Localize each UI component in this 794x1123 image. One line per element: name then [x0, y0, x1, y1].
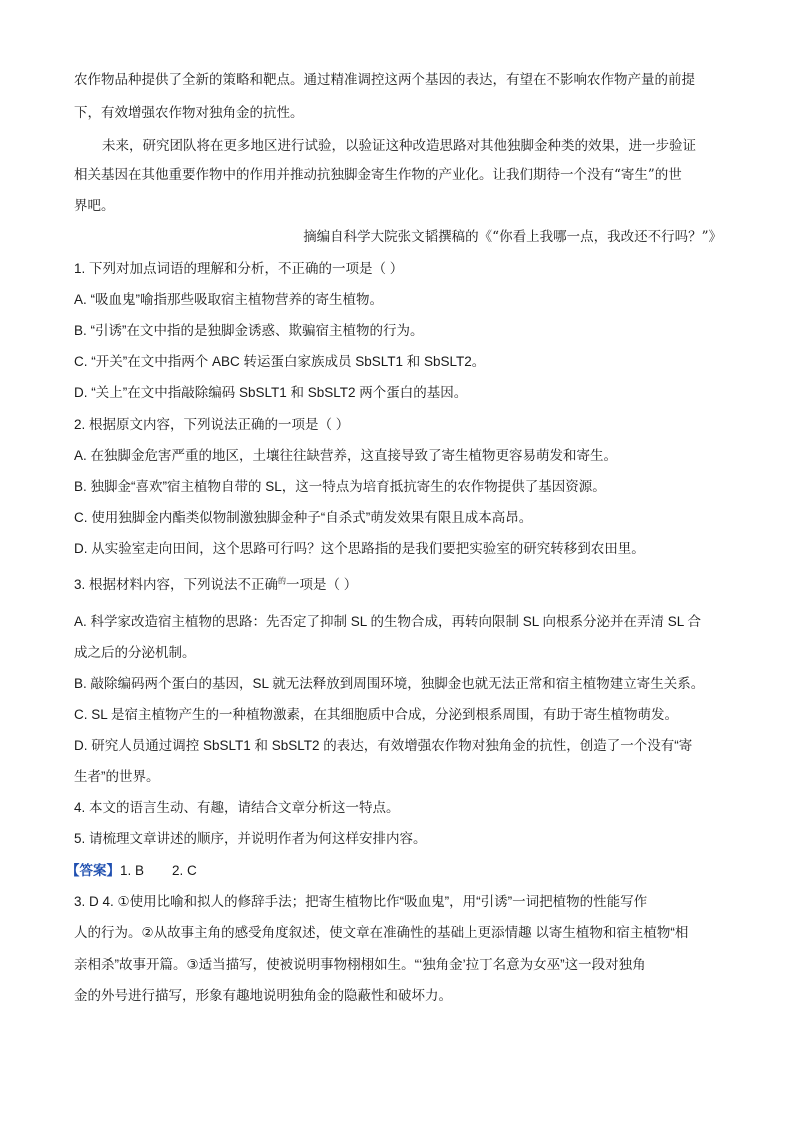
passage-p2-line3: 界吧。 [74, 198, 115, 214]
question-1-option-b: B. “引诱”在文中指的是独脚金诱惑、欺骗宿主植物的行为。 [74, 323, 424, 338]
question-3-stem [74, 573, 722, 593]
answer-line5: 金的外号进行描写，形象有趣地说明独角金的隐蔽性和破坏力。 [74, 988, 452, 1003]
answer-line4: 亲相杀”故事开篇。③适当描写，使被说明事物栩栩如生。“‘独角金’拉丁名意为女巫”这一段对独角 [74, 957, 646, 972]
passage-p1-line1: 农作物品种提供了全新的策略和靶点。通过精准调控这两个基因的表达，有望在不影响农作物产量的前提 [74, 72, 695, 88]
question-3-stem-part1: 3. 根据材料内容，下列说法不正确 [74, 577, 279, 592]
question-1-option-d: D. “关上”在文中指敲除编码 SbSLT1 和 SbSLT2 两个蛋白的基因。 [74, 385, 468, 400]
question-3-option-a: A. 科学家改造宿主植物的思路：先否定了抑制 SL 的生物合成，再转向限制 SL 向根系分泌并在弄清 SL 合 [74, 614, 702, 629]
question-3-stem-mark: 的 [278, 576, 287, 586]
question-3-option-d: D. 研究人员通过调控 SbSLT1 和 SbSLT2 的表达，有效增强农作物对独角金的抗性，创造了一个没有“寄 [74, 738, 693, 753]
answer-1: 1. B [120, 863, 145, 878]
question-1-option-c: C. “开关”在文中指两个 ABC 转运蛋白家族成员 SbSLT1 和 SbSLT2。 [74, 354, 486, 369]
question-2-option-c: C. 使用独脚金内酯类似物制激独脚金种子“自杀式”萌发效果有限且成本高昂。 [74, 510, 533, 525]
answer-2: 2. C [172, 863, 197, 878]
question-3-stem-part2: 一项是（ ） [286, 577, 358, 592]
answer-line3: 人的行为。②从故事主角的感受角度叙述，使文章在准确性的基础上更添情趣 以寄生植物和宿主植物“相 [74, 925, 689, 940]
question-4-stem: 4. 本文的语言生动、有趣，请结合文章分析这一特点。 [74, 800, 400, 815]
passage-p2-line1: 未来，研究团队将在更多地区进行试验，以验证这种改造思路对其他独脚金种类的效果，进一步验证 [102, 138, 696, 154]
answer-line2: 3. D 4. ①使用比喻和拟人的修辞手法；把寄生植物比作“吸血鬼”，用“引诱”一词把植物的性能写作 [74, 894, 648, 909]
passage-source: 摘编自科学大院张文韬撰稿的《“你看上我哪一点，我改还不行吗？”》 [303, 229, 722, 245]
passage-p1-line2: 下，有效增强农作物对独角金的抗性。 [74, 105, 304, 121]
question-2-option-a: A. 在独脚金危害严重的地区，土壤往往缺营养，这直接导致了寄生植物更容易萌发和寄生。 [74, 448, 618, 463]
answer-line1 [66, 859, 714, 879]
question-2-option-b: B. 独脚金“喜欢”宿主植物自带的 SL，这一特点为培育抵抗寄生的农作物提供了基因资源。 [74, 479, 606, 494]
question-1-stem: 1. 下列对加点词语的理解和分析，不正确的一项是（ ） [74, 261, 404, 276]
question-2-stem: 2. 根据原文内容，下列说法正确的一项是（ ） [74, 417, 350, 432]
question-3-option-b: B. 敲除编码两个蛋白的基因，SL 就无法释放到周围环境，独脚金也就无法正常和宿主植物建立寄生关系。 [74, 676, 705, 691]
question-3-option-a-cont: 成之后的分泌机制。 [74, 645, 196, 660]
question-3-option-d-cont: 生者”的世界。 [74, 769, 160, 784]
question-3-option-c: C. SL 是宿主植物产生的一种植物激素，在其细胞质中合成，分泌到根系周围，有助于寄生植物萌发。 [74, 707, 679, 722]
answer-tag: 【答案】 [66, 863, 120, 878]
question-1-option-a: A. “吸血鬼”喻指那些吸取宿主植物营养的寄生植物。 [74, 292, 383, 307]
passage-p2-line2: 相关基因在其他重要作物中的作用并推动抗独脚金寄生作物的产业化。让我们期待一个没有“寄生”的世 [74, 167, 682, 183]
question-2-option-d: D. 从实验室走向田间，这个思路可行吗？这个思路指的是我们要把实验室的研究转移到农田里。 [74, 541, 645, 556]
question-5-stem: 5. 请梳理文章讲述的顺序，并说明作者为何这样安排内容。 [74, 831, 427, 846]
